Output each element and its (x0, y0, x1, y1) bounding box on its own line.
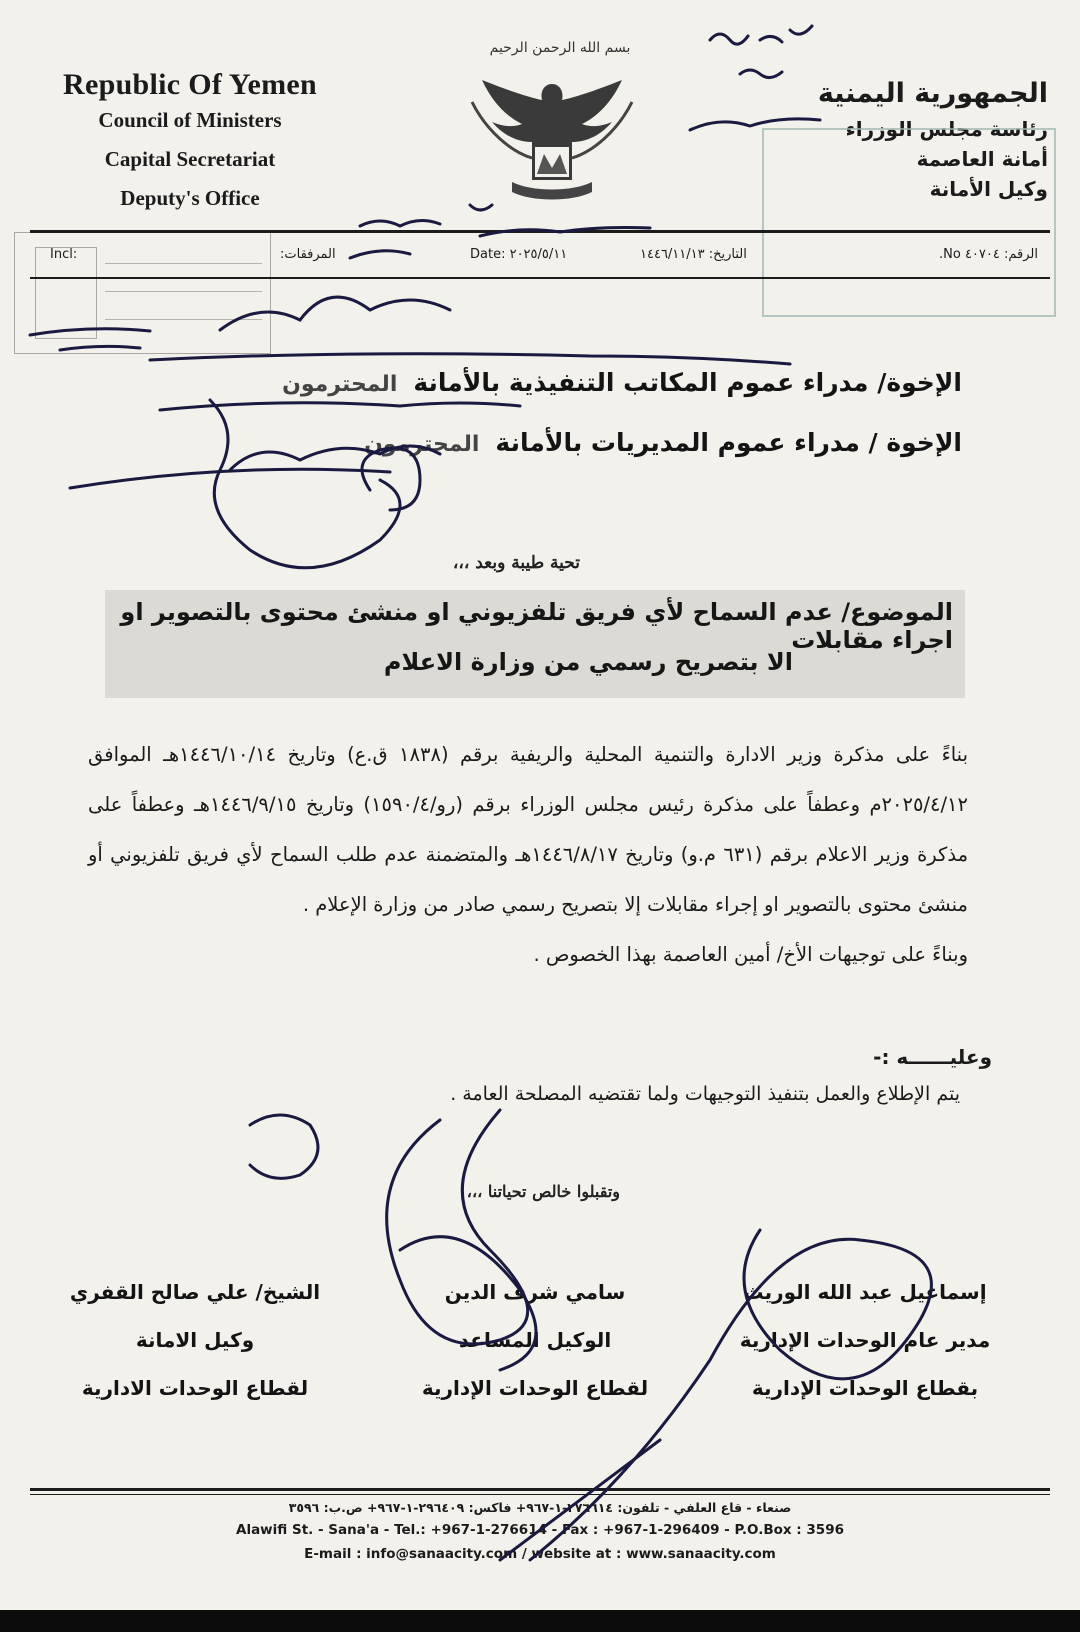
header-ar-country: الجمهورية اليمنية (817, 78, 1048, 109)
signatory-1-title: مدير عام الوحدات الإدارية (739, 1328, 991, 1352)
addressee-2-suffix: المحترمون (364, 432, 480, 457)
addressee-2-text: الإخوة / مدراء عموم المديريات بالأمانة (495, 428, 962, 457)
reference-date-line (30, 230, 1050, 279)
addressee-1-text: الإخوة/ مدراء عموم المكاتب التنفيذية بالأمانة (413, 368, 962, 397)
footer-rule-thin (30, 1494, 1050, 1495)
signatory-1-sector: بقطاع الوحدات الإدارية (751, 1376, 979, 1400)
header-en-country: Republic Of Yemen (63, 68, 317, 101)
body-paragraph-2: وبناءً على توجيهات الأخ/ أمين العاصمة بهذا الخصوص . (533, 943, 968, 966)
footer-address-english: Alawifi St. - Sana'a - Tel.: +967-1-276614 - Fax : +967-1-296409 - P.O.Box : 3596 (236, 1522, 844, 1538)
footer-address-arabic: صنعاء - قاع العلفي - تلفون: ٢٧٦٦١٤-١-٩٦٧+ فاكس: ٢٩٦٤٠٩-١-٩٦٧+ ص.ب: ٣٥٩٦ (288, 1500, 792, 1515)
letter-body (88, 730, 968, 980)
greeting: تحية طيبة وبعد ،،، (452, 553, 580, 573)
signatory-3 (50, 1268, 340, 1412)
signatory-2-name: سامي شرف الدين (444, 1280, 626, 1304)
therefore-heading: وعليــــــه :- (873, 1045, 992, 1069)
signatory-3-sector: لقطاع الوحدات الادارية (81, 1376, 309, 1400)
basmala-text: بسم الله الرحمن الرحيم (489, 40, 631, 56)
footer-contact: E-mail : info@sanaacity.com / website at : www.sanaacity.com (304, 1546, 776, 1562)
registration-stamp-box (762, 128, 1056, 317)
header-en-council: Council of Ministers (98, 108, 282, 132)
addressee-line-2 (142, 428, 962, 457)
subject-line-1: الموضوع/ عدم السماح لأي فريق تلفزيوني او منشئ محتوى بالتصوير او اجراء مقابلات (120, 598, 953, 654)
signatory-3-title: وكيل الامانة (135, 1328, 255, 1352)
header-english (40, 68, 340, 211)
signatory-1 (720, 1268, 1010, 1412)
closing-regards: وتقبلوا خالص تحياتنا ،،، (466, 1182, 620, 1201)
signatory-2-title: الوكيل المساعد (458, 1328, 612, 1352)
date-gregorian: Date: ٢٠٢٥/٥/١١ (470, 247, 568, 262)
screen-bottom-bar (0, 1610, 1080, 1632)
header-en-office: Deputy's Office (120, 186, 260, 210)
signatory-3-name: الشيخ/ علي صالح القفري (69, 1280, 321, 1304)
action-statement: يتم الإطلاع والعمل بتنفيذ التوجيهات ولما تقتضيه المصلحة العامة . (450, 1083, 960, 1105)
yemen-eagle-emblem-icon (452, 62, 652, 212)
date-hijri: التاريخ: ١٤٤٦/١١/١٣ (640, 247, 747, 262)
signatory-1-name: إسماعيل عبد الله الوريث (743, 1280, 987, 1304)
body-paragraph-1: بناءً على مذكرة وزير الادارة والتنمية المحلية والريفية برقم (١٨٣٨ ق.ع) وتاريخ ١٤٤٦/١٠/١٤هـ الموافق ٢٠٢٥/٤/١٢م وعطفاً على مذكرة رئيس مجلس الوزراء برقم (رو/١٥٩٠/٤) وتاريخ ١٤٤٦/٩/١٥هـ وعطفاً على مذكرة وزير الاعلام برقم (٦٣١ م.و) وتاريخ ١٤٤٦/٨/١٧هـ والمتضمنة عدم طلب السماح لأي فريق تلفزيوني أو منشئ محتوى بالتصوير او إجراء مقابلات إلا بتصريح رسمي صادر من وزارة الإعلام . (88, 743, 969, 916)
enclosures-label: Incl: (50, 247, 78, 262)
signatory-2 (390, 1268, 680, 1412)
addressee-1-suffix: المحترمون (282, 372, 398, 397)
subject-line-2: الا بتصريح رسمي من وزارة الاعلام (383, 648, 793, 676)
addressee-line-1 (142, 368, 962, 397)
header-ar-secretariat: أمانة العاصمة (916, 147, 1048, 171)
footer-rule (30, 1488, 1050, 1491)
header-ar-council: رئاسة مجلس الوزراء (845, 117, 1048, 141)
reference-number: الرقم: ٤٠٧٠٤ No. (938, 247, 1038, 262)
attachments-label: المرفقات: (280, 247, 336, 262)
signatory-2-sector: لقطاع الوحدات الإدارية (421, 1376, 649, 1400)
subject-block (105, 590, 965, 698)
header-en-secretariat: Capital Secretariat (104, 147, 276, 171)
header-ar-office: وكيل الأمانة (929, 177, 1048, 201)
